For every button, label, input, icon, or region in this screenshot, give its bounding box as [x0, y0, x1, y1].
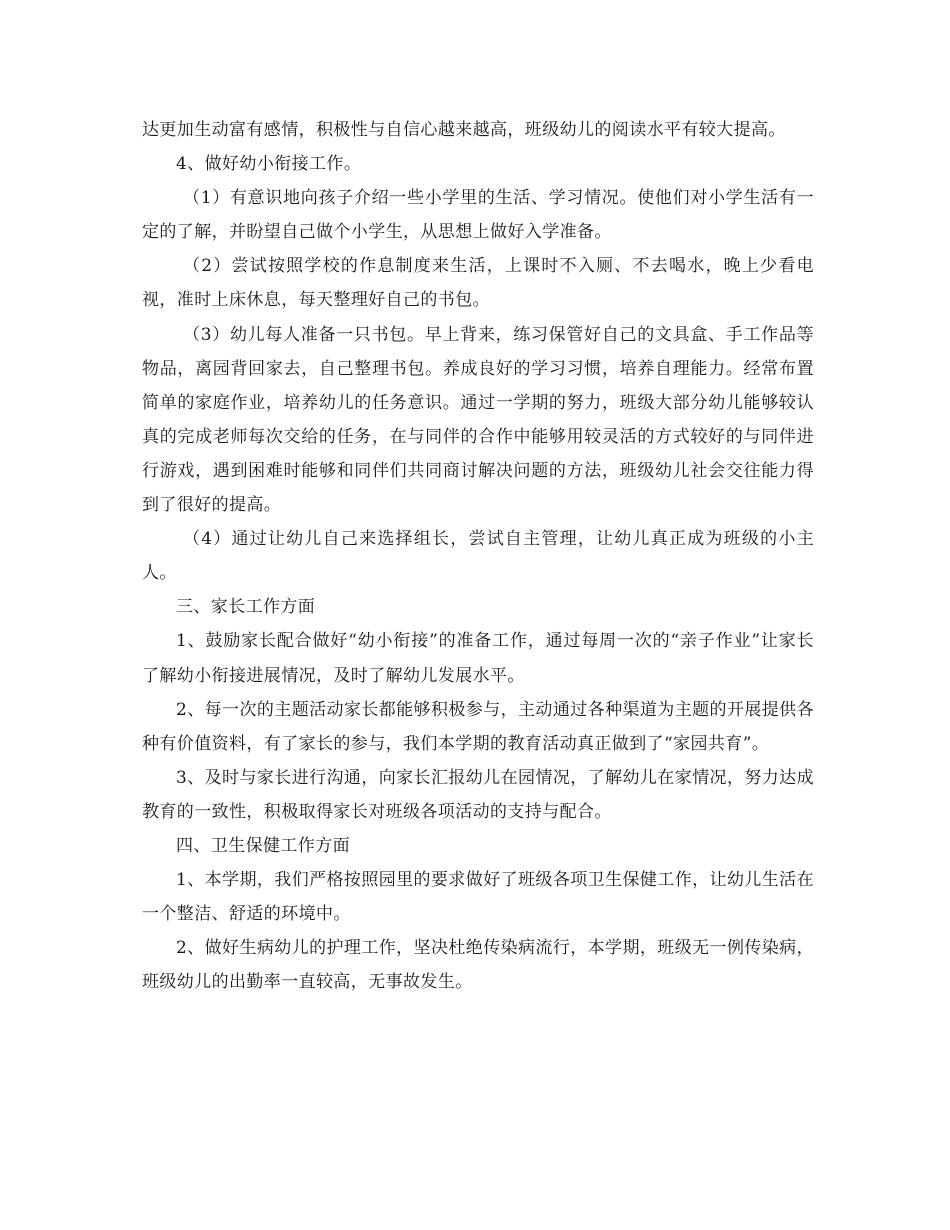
paragraph-reading-summary: 达更加生动富有感情，积极性与自信心越来越高，班级幼儿的阅读水平有较大提高。: [142, 120, 786, 140]
heading-parent-work: 三、家长工作方面: [176, 597, 316, 618]
paragraph-item-3: （3）幼儿每人准备一只书包。早上背来，练习保管好自己的文具盒、手工作品等物品，离园背回家去，自己整理书包。养成良好的学习习惯，培养自理能力。经常布置简单的家庭作业，培养幼儿的任务意识。通过一学期的努力，班级大部分幼儿能够较认真的完成老师每次交给的任务，在与同伴的合作中能够用较灵活的方式较好的与同伴进行游戏，遇到困难时能够和同伴们共同商讨解决问题的方法，班级幼儿社会交往能力得到了很好的提高。: [142, 324, 814, 516]
heading-health-work: 四、卫生保健工作方面: [176, 835, 350, 856]
paragraph-parent-1: 1、鼓励家长配合做好“幼小衔接”的准备工作，通过每周一次的“亲子作业”让家长了解幼小衔接进展情况，及时了解幼儿发展水平。: [142, 631, 814, 686]
paragraph-health-1: 1、本学期，我们严格按照园里的要求做好了班级各项卫生保健工作，让幼儿生活在一个整洁、舒适的环境中。: [142, 870, 814, 925]
paragraph-item-4: （4）通过让幼儿自己来选择组长，尝试自主管理，让幼儿真正成为班级的小主人。: [142, 529, 814, 584]
paragraph-parent-2: 2、每一次的主题活动家长都能够积极参与，主动通过各种渠道为主题的开展提供各种有价值资料，有了家长的参与，我们本学期的教育活动真正做到了“家园共育”。: [142, 699, 814, 754]
heading-transition-work: 4、做好幼小衔接工作。: [176, 154, 362, 175]
document-page: [142, 113, 814, 999]
paragraph-parent-3: 3、及时与家长进行沟通，向家长汇报幼儿在园情况，了解幼儿在家情况，努力达成教育的一致性，积极取得家长对班级各项活动的支持与配合。: [142, 767, 814, 822]
paragraph-health-2: 2、做好生病幼儿的护理工作，坚决杜绝传染病流行，本学期，班级无一例传染病，班级幼儿的出勤率一直较高，无事故发生。: [142, 938, 814, 993]
paragraph-item-1: （1）有意识地向孩子介绍一些小学里的生活、学习情况。使他们对小学生活有一定的了解，并盼望自己做个小学生，从思想上做好入学准备。: [142, 188, 814, 243]
paragraph-item-2: （2）尝试按照学校的作息制度来生活，上课时不入厕、不去喝水，晚上少看电视，准时上床休息，每天整理好自己的书包。: [142, 256, 814, 311]
